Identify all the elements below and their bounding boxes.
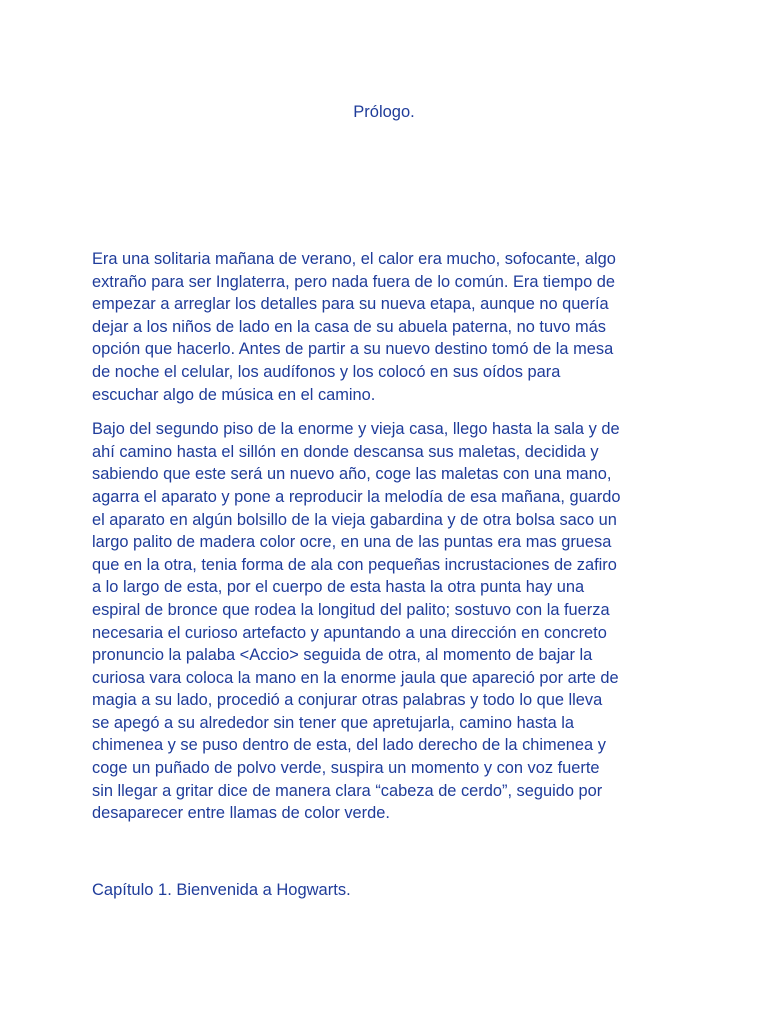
- text-line: el aparato en algún bolsillo de la vieja gabardina y de otra bolsa saco un: [92, 510, 617, 529]
- text-line: desaparecer entre llamas de color verde.: [92, 804, 390, 823]
- text-line: a lo largo de esta, por el cuerpo de esta hasta la otra punta hay una: [92, 578, 585, 597]
- text-line: magia a su lado, procedió a conjurar otras palabras y todo lo que lleva: [92, 691, 603, 710]
- body-text: [92, 248, 676, 837]
- prologue-title: Prólogo.: [353, 103, 415, 121]
- text-line: Era una solitaria mañana de verano, el calor era mucho, sofocante, algo: [92, 250, 616, 268]
- text-line: espiral de bronce que rodea la longitud del palito; sostuvo con la fuerza: [92, 600, 610, 619]
- text-line: escuchar algo de música en el camino.: [92, 385, 376, 404]
- text-line: Bajo del segundo piso de la enorme y vieja casa, llego hasta la sala y de: [92, 420, 620, 439]
- text-line: agarra el aparato y pone a reproducir la melodía de esa mañana, guardo: [92, 487, 621, 506]
- text-line: que en la otra, tenia forma de ala con pequeñas incrustaciones de zafiro: [92, 555, 617, 574]
- text-line: opción que hacerlo. Antes de partir a su nuevo destino tomó de la mesa: [92, 340, 614, 359]
- text-line: sabiendo que este será un nuevo año, coge las maletas con una mano,: [92, 465, 612, 484]
- text-line: curiosa vara coloca la mano en la enorme jaula que apareció por arte de: [92, 668, 619, 687]
- text-line: dejar a los niños de lado en la casa de su abuela paterna, no tuvo más: [92, 317, 606, 336]
- text-line: extraño para ser Inglaterra, pero nada fuera de lo común. Era tiempo de: [92, 272, 615, 291]
- paragraph-2: [92, 418, 676, 825]
- text-line: pronuncio la palaba <Accio> seguida de otra, al momento de bajar la: [92, 646, 593, 665]
- text-line: se apegó a su alrededor sin tener que apretujarla, camino hasta la: [92, 713, 575, 732]
- text-line: coge un puñado de polvo verde, suspira un momento y con voz fuerte: [92, 759, 600, 778]
- text-line: sin llegar a gritar dice de manera clara “cabeza de cerdo”, seguido por: [92, 781, 603, 800]
- chapter-title: Capítulo 1. Bienvenida a Hogwarts.: [92, 881, 351, 899]
- text-line: ahí camino hasta el sillón en donde descansa sus maletas, decidida y: [92, 442, 599, 461]
- text-line: de noche el celular, los audífonos y los colocó en sus oídos para: [92, 362, 561, 381]
- text-line: largo palito de madera color ocre, en una de las puntas era mas gruesa: [92, 533, 612, 552]
- text-line: necesaria el curioso artefacto y apuntando a una dirección en concreto: [92, 623, 607, 642]
- paragraph-1: [92, 248, 676, 406]
- text-line: chimenea y se puso dentro de esta, del lado derecho de la chimenea y: [92, 736, 606, 755]
- text-line: empezar a arreglar los detalles para su nueva etapa, aunque no quería: [92, 295, 609, 314]
